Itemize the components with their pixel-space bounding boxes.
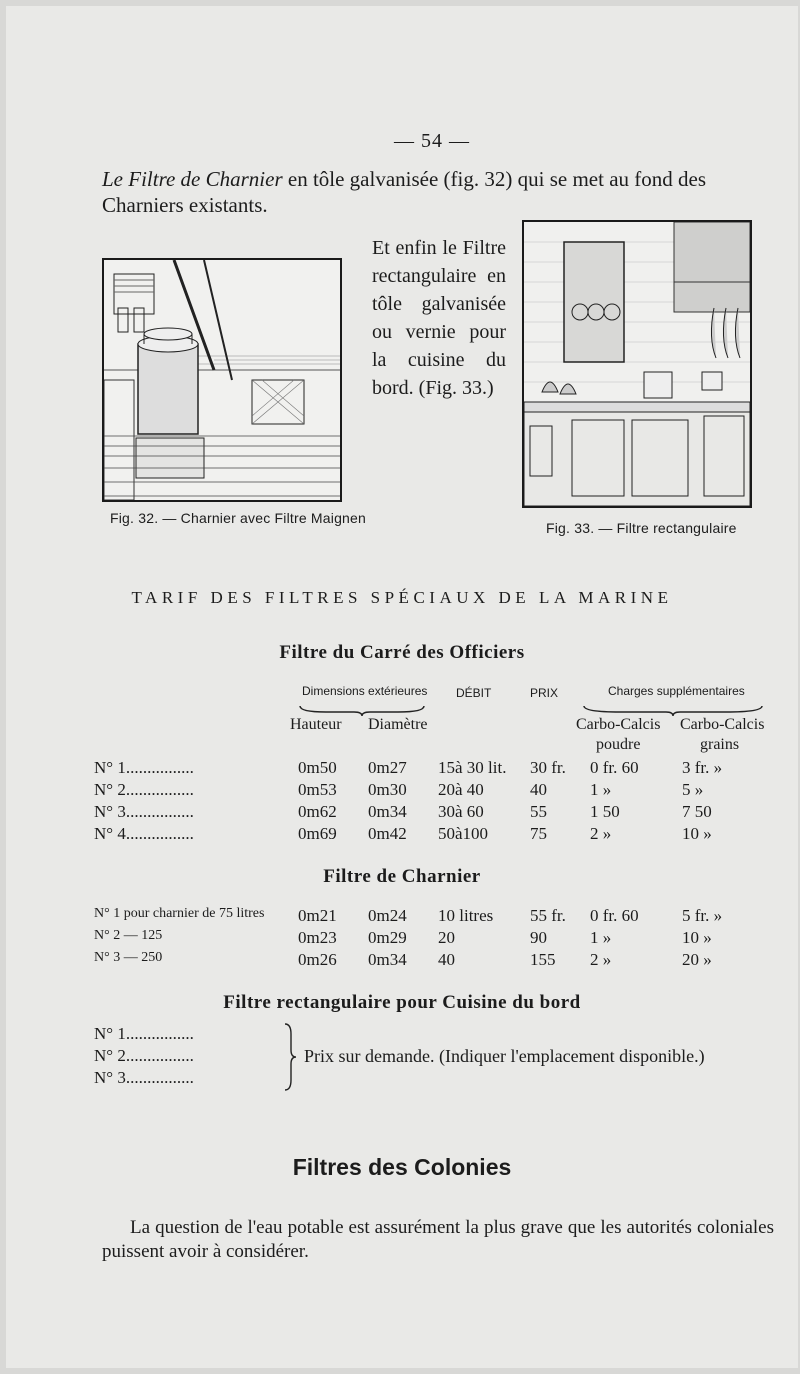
section-title-cuisine: Filtre rectangulaire pour Cuisine du bord <box>223 992 581 1013</box>
price-note: Prix sur demande. (Indiquer l'emplacement disponible.) <box>304 1046 705 1066</box>
table-row <box>6 758 798 780</box>
row-prix: 40 <box>530 780 547 799</box>
row-charge-poudre: 0 fr. 60 <box>590 758 639 777</box>
row-prix: 90 <box>530 928 547 947</box>
row-charge-grains: 5 fr. » <box>682 906 723 925</box>
figure-32-illustration <box>102 258 342 502</box>
table-row <box>6 824 798 846</box>
header-cp-grains-2: grains <box>700 736 740 753</box>
row-diametre: 0m34 <box>368 950 407 969</box>
row-charge-grains: 10 » <box>682 928 712 947</box>
row-debit: 20à 40 <box>438 780 484 799</box>
row-prix: 155 <box>530 950 556 969</box>
row-debit: 50à100 <box>438 824 489 843</box>
right-brace <box>282 1022 298 1092</box>
header-diametre: Diamètre <box>368 716 428 733</box>
header-cp-poudre-2: poudre <box>596 736 641 753</box>
colonies-title: Filtres des Colonies <box>292 1154 512 1180</box>
row-debit: 40 <box>438 950 455 969</box>
row-debit: 15à 30 lit. <box>438 758 507 777</box>
ship-deck-drawing <box>104 260 340 500</box>
header-cp-poudre-1: Carbo-Calcis <box>576 716 661 733</box>
section-title-officiers: Filtre du Carré des Officiers <box>279 642 525 663</box>
row-charge-grains: 3 fr. » <box>682 758 723 777</box>
header-cp-grains-1: Carbo-Calcis <box>680 716 765 733</box>
intro-paragraph <box>102 166 782 218</box>
header-prix: PRIX <box>530 686 559 700</box>
row-label: N° 3................ <box>94 1068 194 1087</box>
row-hauteur: 0m53 <box>298 780 337 799</box>
row-diametre: 0m29 <box>368 928 407 947</box>
row-charge-poudre: 1 » <box>590 928 612 947</box>
table-row <box>6 780 798 802</box>
tarif-title: TARIF DES FILTRES SPÉCIAUX DE LA MARINE <box>131 588 673 607</box>
figure-33-illustration <box>522 220 752 508</box>
row-diametre: 0m34 <box>368 802 407 821</box>
row-debit: 30à 60 <box>438 802 484 821</box>
header-debit: DÉBIT <box>456 686 492 700</box>
row-label: N° 2................ <box>94 1046 194 1065</box>
table-row <box>6 802 798 824</box>
row-prix: 30 fr. <box>530 758 566 777</box>
row-diametre: 0m30 <box>368 780 407 799</box>
row-charge-grains: 10 » <box>682 824 712 843</box>
row-charge-grains: 7 50 <box>682 802 712 821</box>
intro-rest: en tôle galvanisée (fig. 32) qui se met au fond des Charniers existants. <box>102 167 706 217</box>
row-diametre: 0m42 <box>368 824 407 843</box>
row-hauteur: 0m50 <box>298 758 337 777</box>
row-debit: 10 litres <box>438 906 494 925</box>
header-hauteur: Hauteur <box>290 716 342 733</box>
table-row <box>6 906 798 928</box>
row-charge-poudre: 2 » <box>590 824 612 843</box>
table-row <box>6 950 798 972</box>
row-prix: 75 <box>530 824 547 843</box>
figure-32-caption: Fig. 32. — Charnier avec Filtre Maignen <box>110 510 367 526</box>
figure-33-caption: Fig. 33. — Filtre rectangulaire <box>546 520 737 536</box>
row-label: N° 4................ <box>94 824 194 843</box>
list-item <box>6 1068 798 1090</box>
document-page <box>6 6 798 1368</box>
row-hauteur: 0m62 <box>298 802 337 821</box>
row-label: N° 1................ <box>94 758 194 777</box>
row-label: N° 1................ <box>94 1024 194 1043</box>
row-diametre: 0m27 <box>368 758 407 777</box>
page-number: — 54 — <box>394 130 470 152</box>
row-charge-poudre: 2 » <box>590 950 612 969</box>
header-dimensions: Dimensions extérieures <box>302 684 428 698</box>
row-label: N° 3 — 250 <box>94 950 163 965</box>
header-charges: Charges supplémentaires <box>608 684 745 698</box>
table-row <box>6 928 798 950</box>
list-item <box>6 1024 798 1046</box>
section-title-charnier: Filtre de Charnier <box>323 866 481 887</box>
row-label: N° 3................ <box>94 802 194 821</box>
colonies-paragraph: La question de l'eau potable est assurément la plus grave que les autorités coloniales puissent avoir à considérer. <box>102 1217 774 1262</box>
row-diametre: 0m24 <box>368 906 407 925</box>
row-prix: 55 fr. <box>530 906 566 925</box>
row-prix: 55 <box>530 802 547 821</box>
kitchen-drawing <box>524 222 750 506</box>
row-charge-grains: 5 » <box>682 780 704 799</box>
row-hauteur: 0m23 <box>298 928 337 947</box>
row-debit: 20 <box>438 928 455 947</box>
row-label: N° 2................ <box>94 780 194 799</box>
row-label: N° 2 — 125 <box>94 928 163 943</box>
row-charge-poudre: 0 fr. 60 <box>590 906 639 925</box>
intro-italic: Le Filtre de Charnier <box>102 167 283 191</box>
row-label: N° 1 pour charnier de 75 litres <box>94 906 265 921</box>
side-text: Et enfin le Filtre rectangulaire en tôle galvanisée ou vernie pour la cuisine du bord. (Fig. 33.) <box>372 237 506 399</box>
row-charge-grains: 20 » <box>682 950 712 969</box>
row-charge-poudre: 1 » <box>590 780 612 799</box>
row-hauteur: 0m21 <box>298 906 337 925</box>
row-hauteur: 0m26 <box>298 950 337 969</box>
row-hauteur: 0m69 <box>298 824 337 843</box>
row-charge-poudre: 1 50 <box>590 802 620 821</box>
